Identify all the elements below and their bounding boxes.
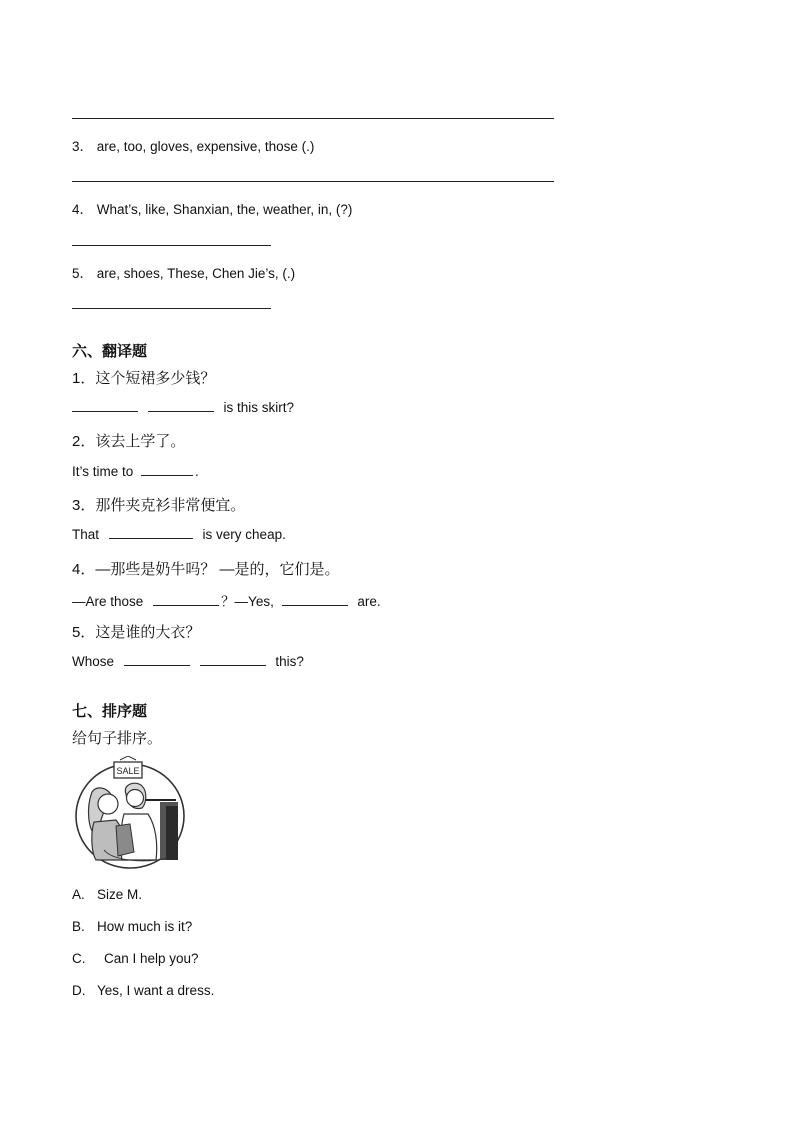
- translation-q2-prompt: 2．该去上学了。: [72, 433, 186, 450]
- sentence-text: —Are those: [72, 594, 144, 609]
- question-words: are, shoes, These, Chen Jie’s, (.): [96, 266, 296, 281]
- option-text: Yes, I want a dress.: [97, 983, 215, 998]
- translation-q5-answer: [72, 653, 304, 669]
- option-letter: D.: [72, 983, 86, 998]
- question-number: 3．: [72, 139, 94, 154]
- sentence-text: That: [72, 527, 100, 542]
- option-a: [72, 887, 142, 902]
- shopping-illustration-svg: [72, 756, 188, 870]
- section-title-translation: 六、翻译题: [72, 343, 148, 360]
- answer-blank[interactable]: [282, 593, 348, 606]
- question-3: [72, 135, 314, 155]
- translation-q1-answer: [72, 399, 294, 415]
- answer-blank[interactable]: [124, 653, 190, 666]
- sentence-text: Whose: [72, 654, 115, 669]
- sentence-text: ？—Yes,: [221, 594, 274, 609]
- sale-sign-text: SALE: [116, 766, 140, 776]
- option-c: [72, 951, 199, 966]
- translation-q3-answer: [72, 526, 286, 542]
- translation-q4-answer: [72, 590, 381, 610]
- option-text: Size M.: [97, 887, 143, 902]
- answer-line[interactable]: [72, 308, 271, 309]
- option-d: [72, 983, 214, 998]
- option-text: How much is it?: [97, 919, 193, 934]
- sentence-text: this?: [275, 654, 304, 669]
- answer-line[interactable]: [72, 118, 554, 119]
- answer-line[interactable]: [72, 245, 271, 246]
- section-instruction: 给句子排序。: [72, 730, 163, 747]
- answer-blank[interactable]: [109, 526, 193, 539]
- option-b: [72, 919, 192, 934]
- sentence-text: is this skirt?: [223, 400, 295, 415]
- question-words: are, too, gloves, expensive, those (.): [96, 139, 315, 154]
- answer-blank[interactable]: [153, 593, 219, 606]
- translation-q4-prompt: 4．—那些是奶牛吗？ —是的，它们是。: [72, 561, 340, 578]
- option-letter: A.: [72, 887, 85, 902]
- question-5: [72, 262, 295, 282]
- translation-q2-answer: [72, 463, 199, 479]
- question-number: 4．: [72, 202, 94, 217]
- answer-blank[interactable]: [72, 399, 138, 412]
- question-number: 5．: [72, 266, 94, 281]
- answer-line[interactable]: [72, 181, 554, 182]
- question-4: [72, 198, 352, 218]
- answer-blank[interactable]: [148, 399, 214, 412]
- option-letter: B.: [72, 919, 85, 934]
- answer-blank[interactable]: [141, 463, 193, 476]
- option-letter: C.: [72, 951, 86, 966]
- translation-q5-prompt: 5．这是谁的大衣？: [72, 624, 201, 641]
- section-title-ordering: 七、排序题: [72, 703, 148, 720]
- option-text: Can I help you?: [104, 951, 199, 966]
- translation-q3-prompt: 3．那件夹克衫非常便宜。: [72, 497, 246, 514]
- sentence-text: .: [195, 464, 199, 479]
- sentence-text: is very cheap.: [202, 527, 286, 542]
- answer-blank[interactable]: [200, 653, 266, 666]
- question-words: What’s, like, Shanxian, the, weather, in, (?): [96, 202, 353, 217]
- translation-q1-prompt: 1．这个短裙多少钱？: [72, 370, 216, 387]
- sentence-text: It’s time to: [72, 464, 134, 479]
- shopping-illustration: [72, 756, 188, 870]
- sentence-text: are.: [357, 594, 381, 609]
